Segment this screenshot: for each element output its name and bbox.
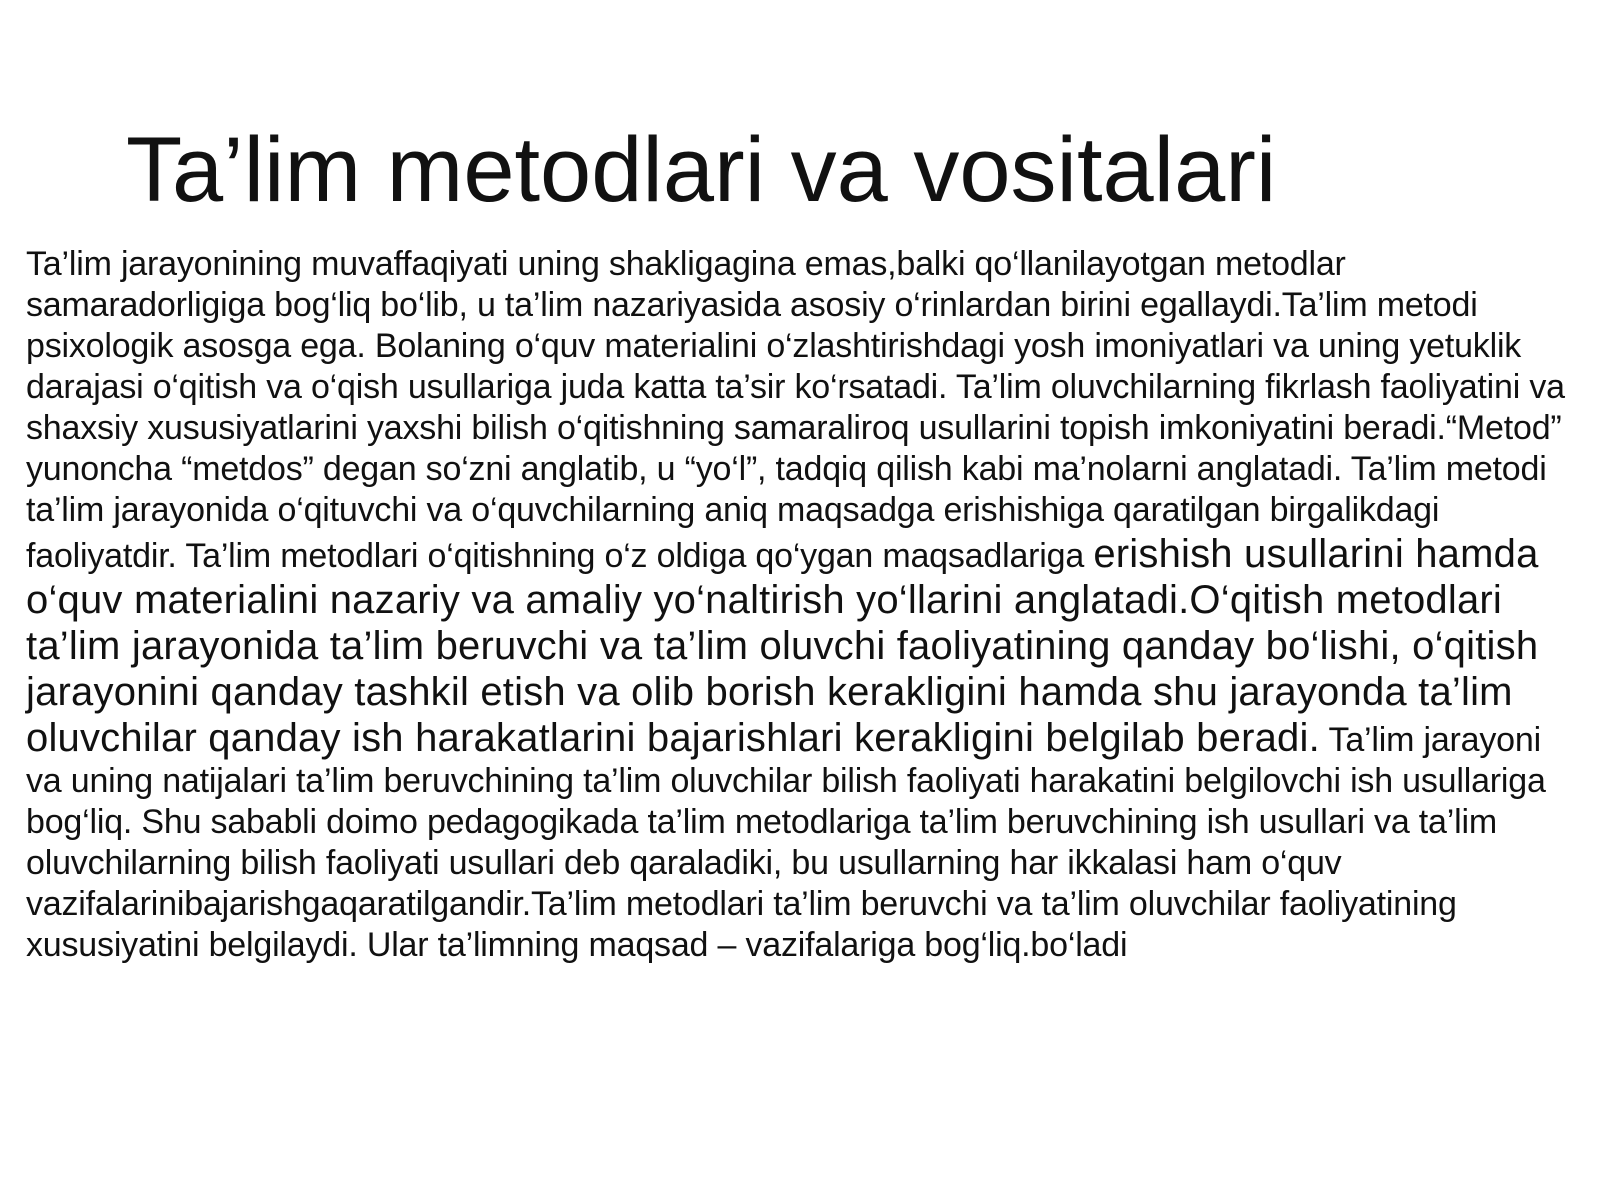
body-text-part-1: Ta’lim jarayonining muvaffaqiyati uning shakligagina emas,balki qo‘llanilayotgan metodlar samaradorligiga bog‘liq bo‘lib, u ta’lim nazariyasida asosiy o‘rinlardan birini egallaydi.Ta’lim metodi psixologik asosga ega. Bolaning o‘quv materialini o‘zlashtirishdagi yosh imoniyatlari va uning yetuklik darajasi o‘qitish va o‘qish usullariga juda katta ta’sir ko‘rsatadi. Ta’lim oluvchilarning fikrlash faoliyatini va shaxsiy xususiyatlarini yaxshi bilish o‘qitishning samaraliroq usullarini topish imkoniyatini beradi.“Metod” yunoncha “metdos” degan so‘zni anglatib, u “yo‘l”, tadqiq qilish kabi ma’nolarni anglatadi. Ta’lim metodi ta’lim jarayonida o‘qituvchi va o‘quvchilarning aniq maqsadga erishishiga qaratilgan birgalikdagi faoliyatdir. Ta’lim metodlari o‘qitishning o‘z oldiga qo‘ygan maqsadlariga	[26, 245, 1565, 575]
body-text-part-3: Ta’lim jarayoni va uning natijalari ta’lim beruvchining ta’lim oluvchilar bilish faoliyati harakatini belgilovchi ish usullariga bog‘liq. Shu sababli doimo pedagogikada ta’lim metodlariga ta’lim beruvchining ish usullari va ta’lim oluvchilarning bilish faoliyati usullari deb qaraladiki, bu usullarning har ikkalasi ham o‘quv vazifalarinibajarishgaqaratilgandir.Ta’lim metodlari ta’lim beruvchi va ta’lim oluvchilar faoliyatining xususiyatini belgilaydi. Ular ta’limning maqsad – vazifalariga bog‘liq.bo‘ladi	[26, 721, 1546, 964]
slide-title: Ta’lim metodlari va vositalari	[126, 119, 1277, 221]
body-paragraph	[26, 244, 1566, 966]
body-text-part-2: erishish usullarini hamda o‘quv materialini nazariy va amaliy yo‘naltirish yo‘llarini anglatadi.O‘qitish metodlari ta’lim jarayonida ta’lim beruvchi va ta’lim oluvchi faoliyatining qanday bo‘lishi, o‘qitish jarayonini qanday tashkil etish va olib borish kerakligini hamda shu jarayonda ta’lim oluvchilar qanday ish harakatlarini bajarishlari kerakligini belgilab beradi.	[26, 532, 1539, 760]
